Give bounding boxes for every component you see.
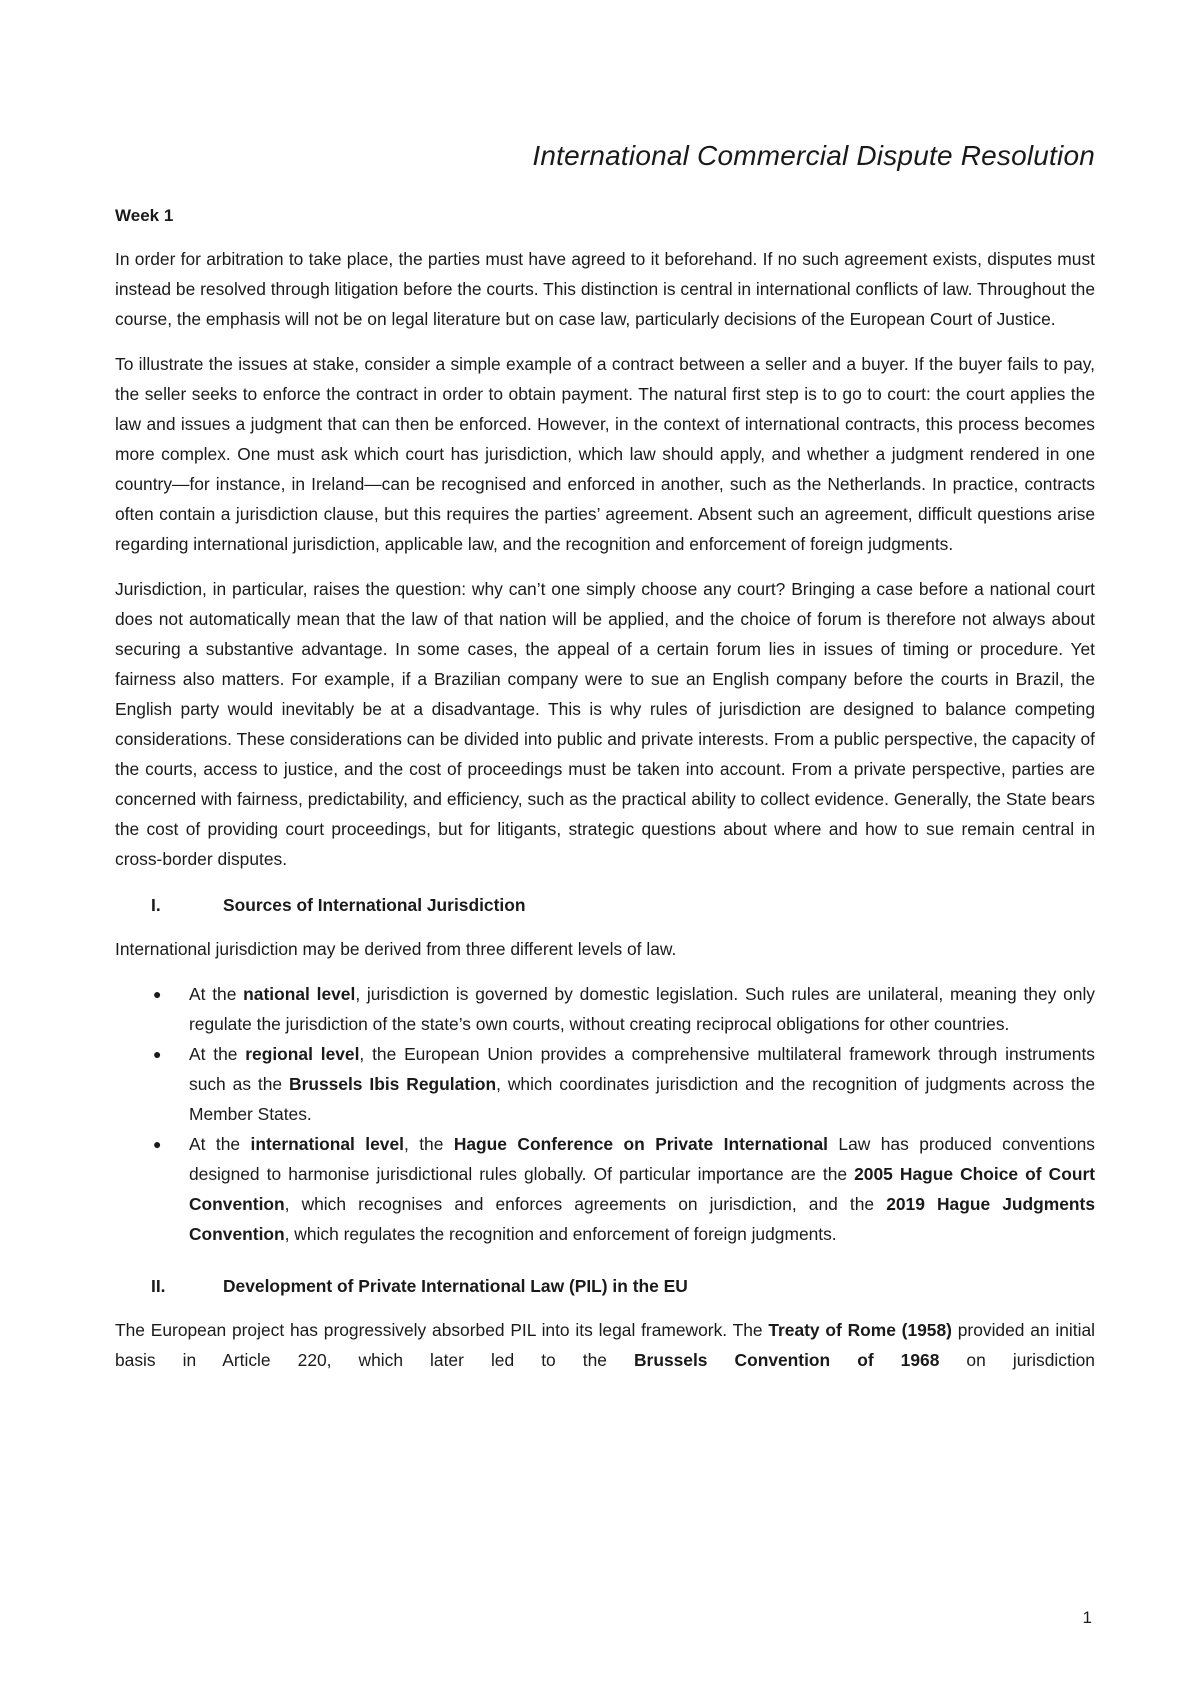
paragraph-2: To illustrate the issues at stake, consider a simple example of a contract between a seller and a buyer. If the buyer fails to pay, the seller seeks to enforce the contract in order to obtain payment. The natural first step is to go to court: the court applies the law and issues a judgment that can then be enforced. However, in the context of international contracts, this process becomes more complex. One must ask which court has jurisdiction, which law should apply, and whether a judgment rendered in one country—for instance, in Ireland—can be recognised and enforced in another, such as the Netherlands. In practice, contracts often contain a jurisdiction clause, but this requires the parties’ agreement. Absent such an agreement, difficult questions arise regarding international jurisdiction, applicable law, and the recognition and enforcement of foreign judgments. xyxy=(115,354,1095,554)
list-item-international: ● At the international level, the Hague Conference on Private International Law has produced conventions designed to harmonise jurisdictional rules globally. Of particular importance are the 2005 Hague Choice of Court Convention, which recognises and enforces agreements on jurisdiction, and the 2019 Hague Judgments Convention, which regulates the recognition and enforcement of foreign judgments. xyxy=(115,1129,1095,1249)
week-label: Week 1 xyxy=(115,206,174,225)
section-1-intro: International jurisdiction may be derived from three different levels of law. xyxy=(115,939,677,959)
bullet-icon: ● xyxy=(153,986,162,1002)
section-1-heading xyxy=(115,890,1095,920)
document-page xyxy=(115,140,1095,1390)
page-number: 1 xyxy=(1082,1608,1092,1627)
section-2-title: Development of Private International Law (PIL) in the EU xyxy=(223,1276,688,1296)
document-title: International Commercial Dispute Resolution xyxy=(532,140,1095,171)
list-item-regional: ● At the regional level, the European Union provides a comprehensive multilateral framework through instruments such as the Brussels Ibis Regulation, which coordinates jurisdiction and the recognition of judgments across the Member States. xyxy=(115,1039,1095,1129)
section-2-heading xyxy=(115,1271,1095,1301)
section-1-number: I. xyxy=(151,895,161,915)
bullet-icon: ● xyxy=(153,1136,162,1152)
paragraph-1: In order for arbitration to take place, the parties must have agreed to it beforehand. If no such agreement exists, disputes must instead be resolved through litigation before the courts. This distinction is central in international conflicts of law. Throughout the course, the emphasis will not be on legal literature but on case law, particularly decisions of the European Court of Justice. xyxy=(115,249,1095,329)
jurisdiction-levels-list xyxy=(115,979,1095,1249)
section-2-paragraph: The European project has progressively absorbed PIL into its legal framework. The Treaty of Rome (1958) provided an initial basis in Article 220, which later led to the Brussels Convention of 1968 on jurisdiction xyxy=(115,1320,1096,1370)
section-1-title: Sources of International Jurisdiction xyxy=(223,895,526,915)
bullet-icon: ● xyxy=(153,1046,162,1062)
section-2-number: II. xyxy=(151,1276,166,1296)
list-item-national: ● At the national level, jurisdiction is governed by domestic legislation. Such rules are unilateral, meaning they only regulate the jurisdiction of the state’s own courts, without creating reciprocal obligations for other countries. xyxy=(115,979,1095,1039)
paragraph-3: Jurisdiction, in particular, raises the question: why can’t one simply choose any court? Bringing a case before a national court does not automatically mean that the law of that nation will be applied, and the choice of forum is therefore not always about securing a substantive advantage. In some cases, the appeal of a certain forum lies in issues of timing or procedure. Yet fairness also matters. For example, if a Brazilian company were to sue an English company before the courts in Brazil, the English party would inevitably be at a disadvantage. This is why rules of jurisdiction are designed to balance competing considerations. These considerations can be divided into public and private interests. From a public perspective, the capacity of the courts, access to justice, and the cost of proceedings must be taken into account. From a private perspective, parties are concerned with fairness, predictability, and efficiency, such as the practical ability to collect evidence. Generally, the State bears the cost of providing court proceedings, but for litigants, strategic questions about where and how to sue remain central in cross-border disputes. xyxy=(115,579,1095,869)
